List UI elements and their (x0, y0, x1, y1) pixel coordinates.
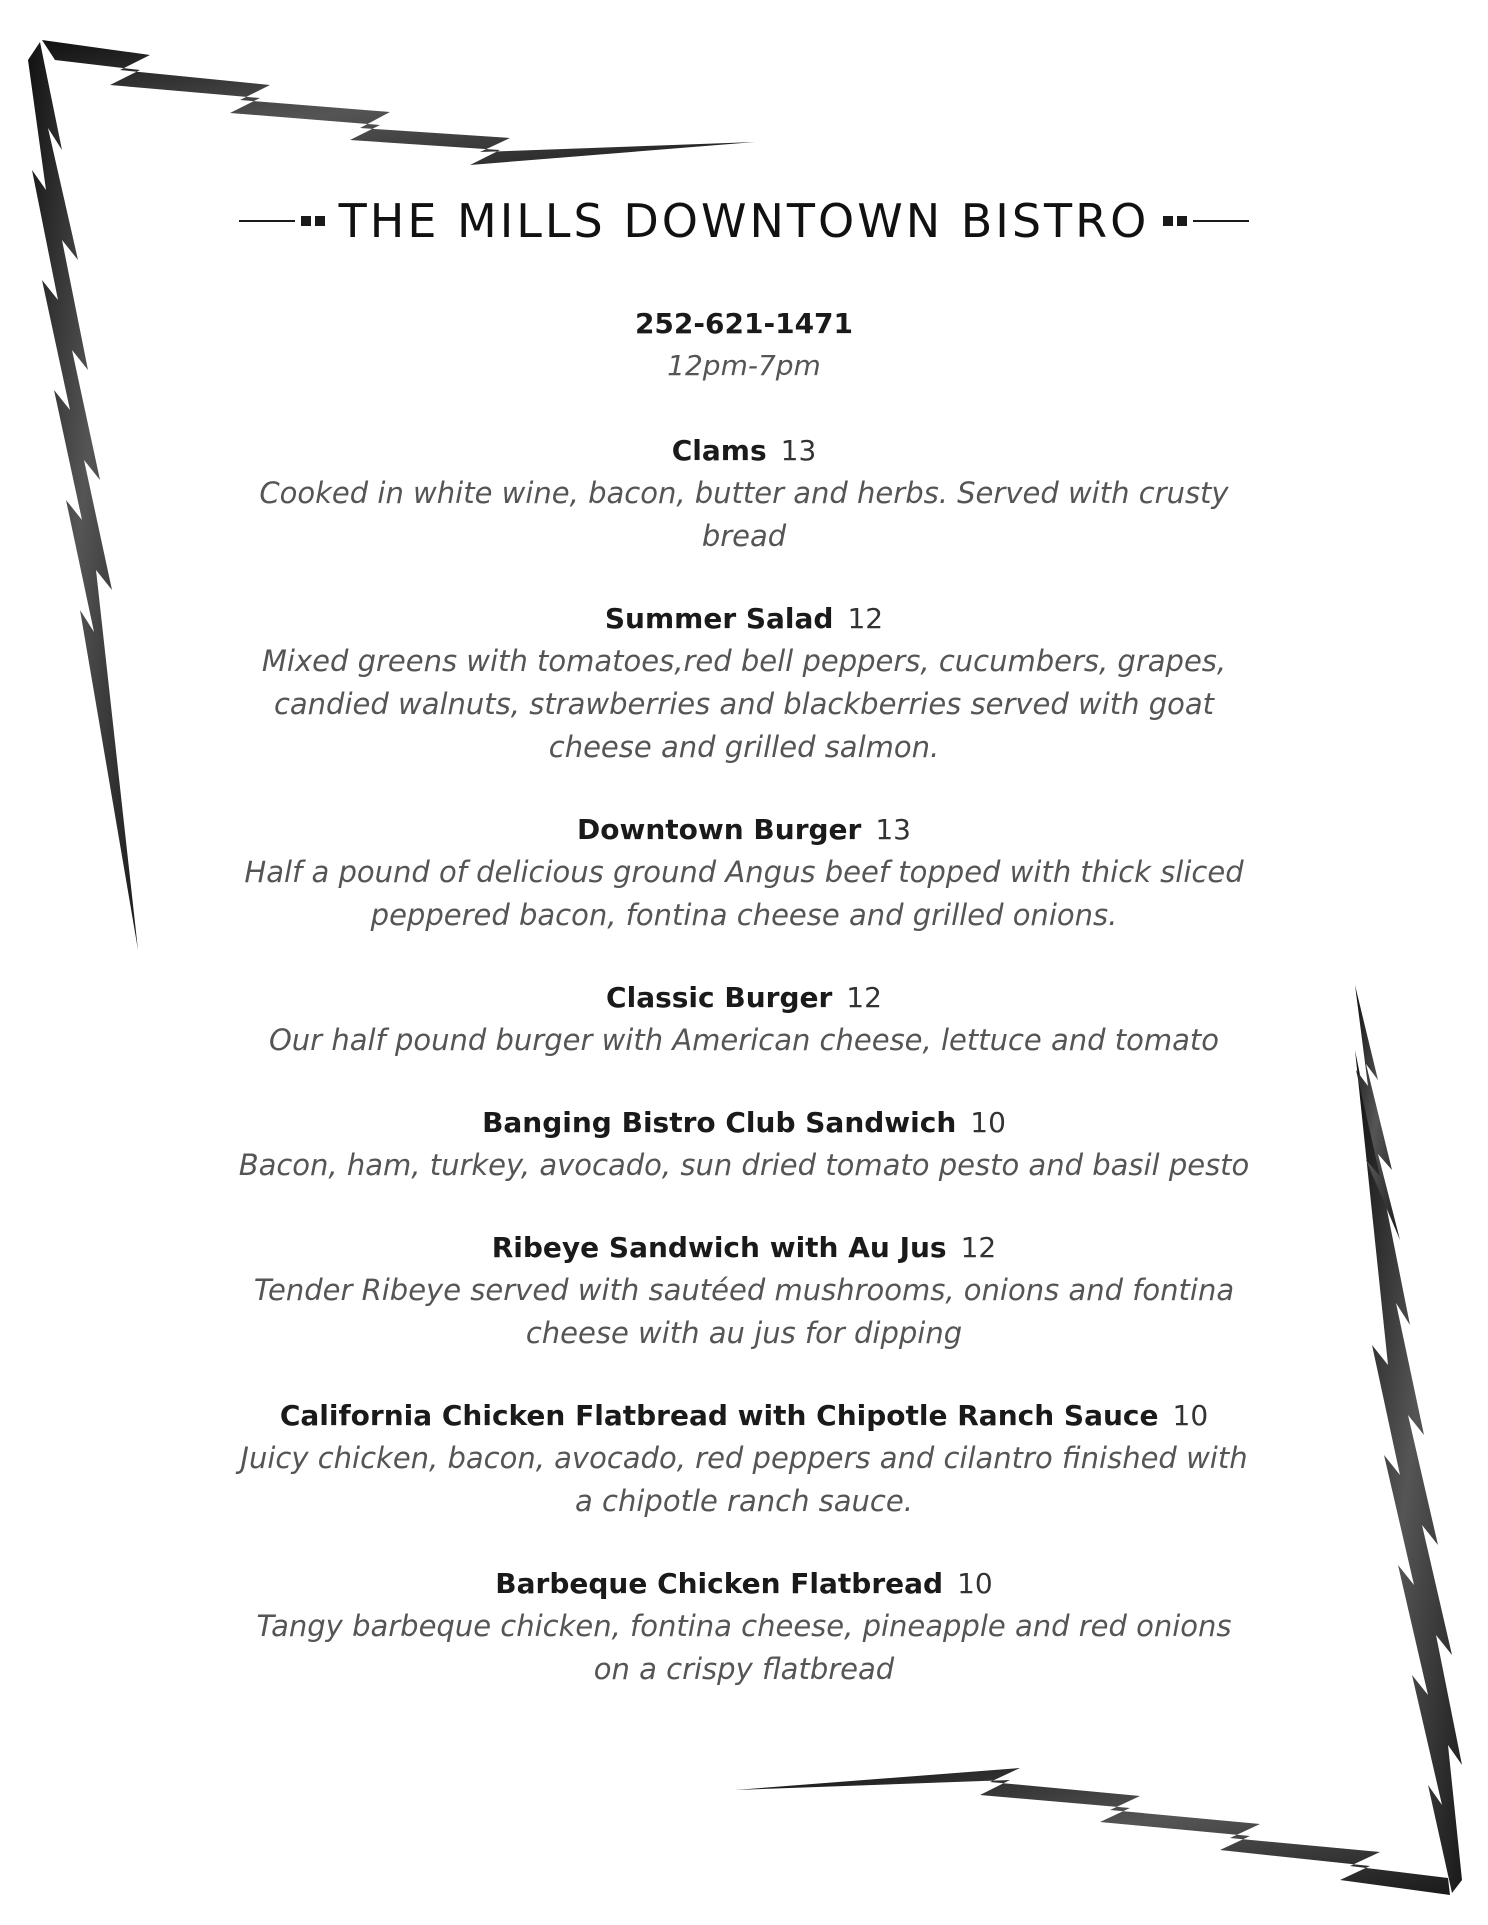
menu-item-description: Our half pound burger with American cheese, lettuce and tomato (268, 1023, 1220, 1057)
menu-item-name: Banging Bistro Club Sandwich (482, 1106, 957, 1139)
menu-item (222, 430, 1266, 558)
restaurant-name: THE MILLS DOWNTOWN BISTRO (338, 194, 1150, 248)
menu-item-price: 13 (780, 434, 817, 467)
menu-item-title (222, 1395, 1266, 1437)
menu-item (222, 598, 1266, 769)
zigzag-bottom-right-horizontal (735, 1768, 1450, 1895)
menu-item-price: 13 (875, 813, 911, 846)
title-ornament-right (1163, 216, 1187, 226)
menu-item (222, 1102, 1266, 1187)
menu-item-description: Cooked in white wine, bacon, butter and herbs. Served with crusty bread (259, 476, 1229, 553)
menu-list (222, 430, 1266, 1731)
zigzag-top-left-horizontal (42, 40, 755, 165)
title-rule-left (239, 220, 295, 222)
menu-item-description: Tangy barbeque chicken, fontina cheese, pineapple and red onions on a crispy flatbread (256, 1609, 1232, 1686)
menu-item (222, 809, 1266, 937)
menu-item-name: Barbeque Chicken Flatbread (495, 1567, 944, 1600)
zigzag-bottom-right-vertical (1355, 1050, 1462, 1893)
phone-number: 252-621-1471 (634, 307, 854, 340)
menu-item (222, 1395, 1266, 1523)
menu-item-name: Clams (671, 434, 767, 467)
menu-item-title (222, 598, 1266, 640)
menu-item-description: Half a pound of delicious ground Angus beef topped with thick sliced peppered bacon, fontina cheese and grilled onions. (244, 855, 1244, 932)
menu-item (222, 1563, 1266, 1691)
menu-item-title (222, 1227, 1266, 1269)
menu-item-price: 12 (846, 981, 882, 1014)
contact-info (222, 303, 1266, 387)
menu-item-price: 10 (957, 1567, 993, 1600)
menu-item-title (222, 430, 1266, 472)
menu-item (222, 977, 1266, 1062)
menu-item-title (222, 809, 1266, 851)
menu-item-name: Downtown Burger (576, 813, 862, 846)
opening-hours: 12pm-7pm (667, 349, 821, 382)
menu-item-price: 12 (847, 602, 884, 635)
menu-item-description: Mixed greens with tomatoes,red bell peppers, cucumbers, grapes, candied walnuts, strawberries and blackberries served with goat cheese and grilled salmon. (261, 644, 1227, 764)
menu-item-title (222, 977, 1266, 1019)
menu-item-name: Ribeye Sandwich with Au Jus (491, 1231, 947, 1264)
menu-item-description: Bacon, ham, turkey, avocado, sun dried tomato pesto and basil pesto (238, 1148, 1250, 1182)
menu-title-row (222, 186, 1266, 256)
menu-item-name: California Chicken Flatbread with Chipotle Ranch Sauce (279, 1399, 1159, 1432)
menu-item-title (222, 1102, 1266, 1144)
zigzag-top-left-vertical (28, 42, 138, 950)
menu-item-description: Tender Ribeye served with sautéed mushrooms, onions and fontina cheese with au jus for dipping (253, 1273, 1235, 1350)
menu-item-price: 10 (1172, 1399, 1209, 1432)
menu-item-price: 12 (960, 1231, 997, 1264)
menu-item-description: Juicy chicken, bacon, avocado, red peppers and cilantro finished with a chipotle ranch sauce. (240, 1441, 1248, 1518)
menu-item-title (222, 1563, 1266, 1605)
title-rule-right (1193, 220, 1249, 222)
menu-item-name: Summer Salad (604, 602, 834, 635)
menu-item (222, 1227, 1266, 1355)
menu-item-name: Classic Burger (606, 981, 833, 1014)
menu-item-price: 10 (970, 1106, 1006, 1139)
title-ornament-left (301, 216, 325, 226)
